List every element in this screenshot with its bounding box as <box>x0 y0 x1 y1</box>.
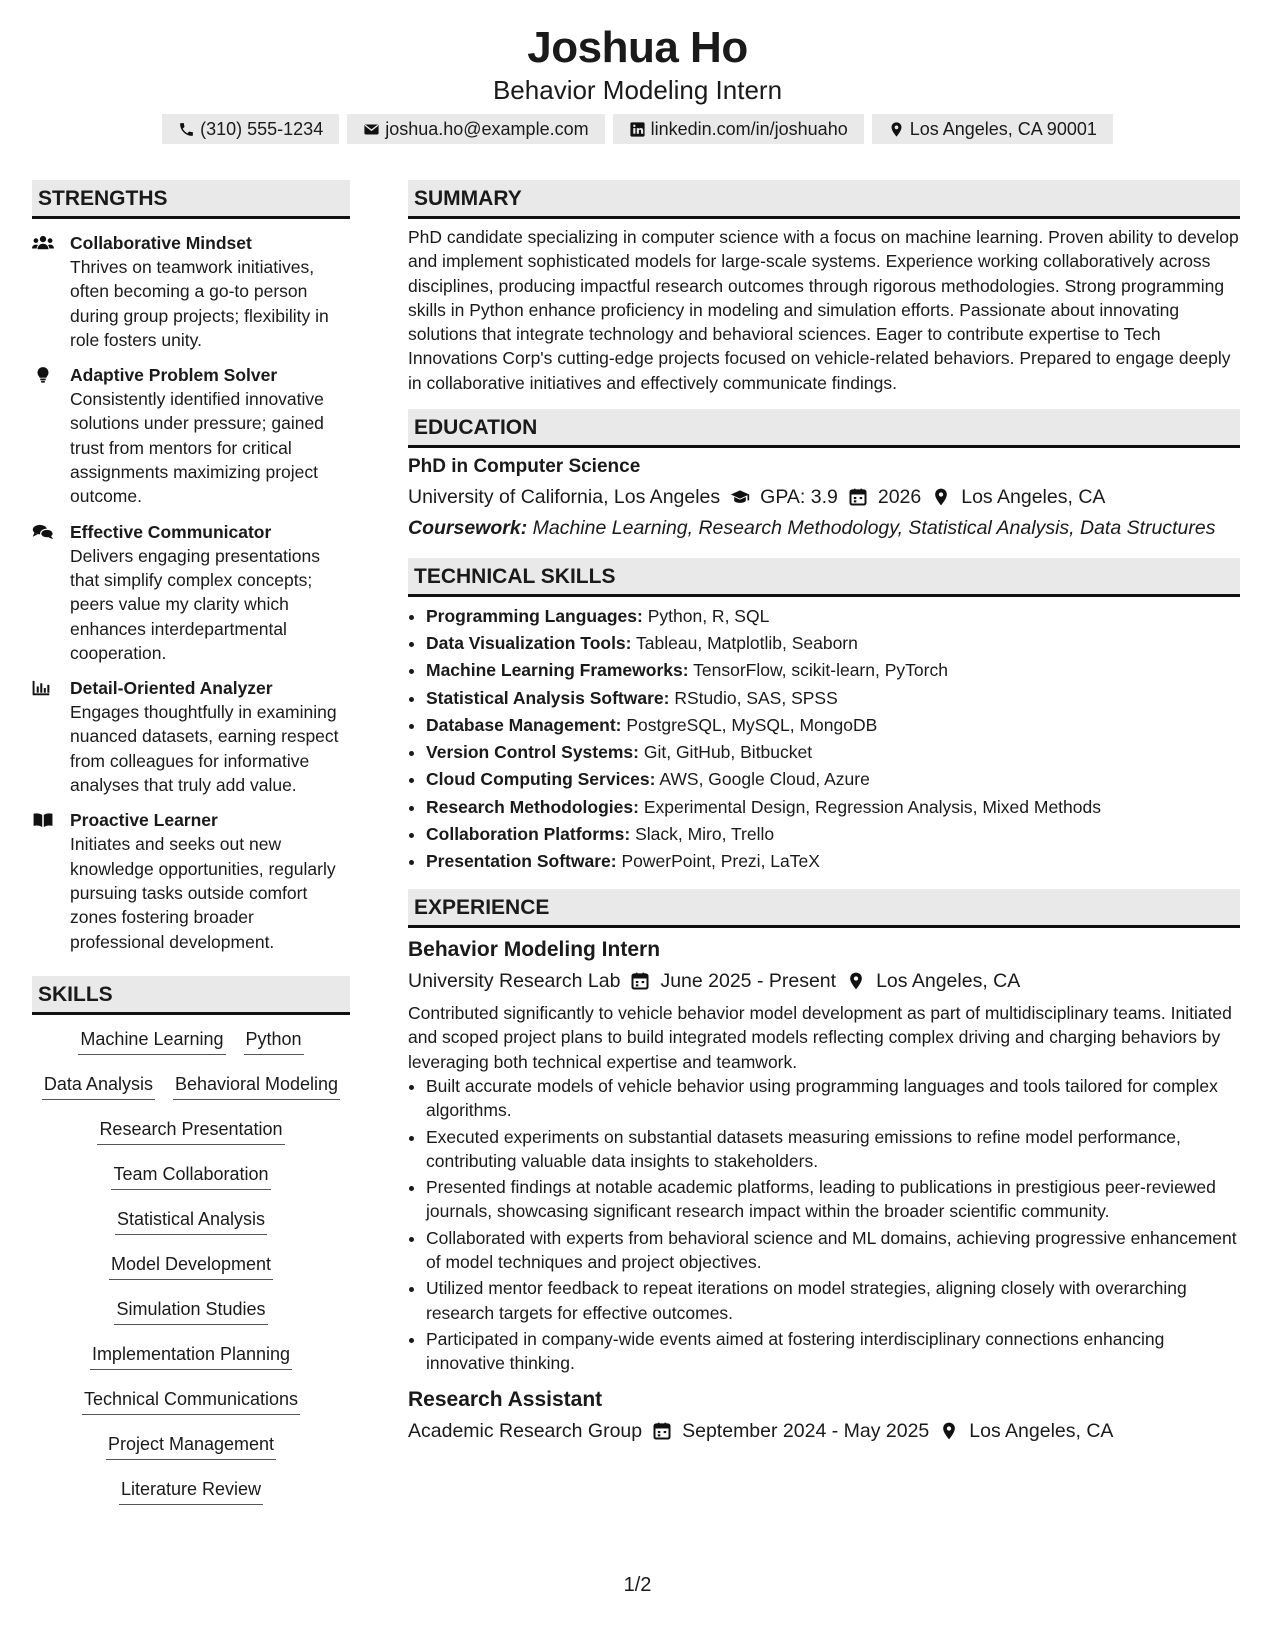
skill-tag: Team Collaboration <box>111 1160 270 1190</box>
skills-list <box>32 1015 350 1520</box>
coursework-list: Machine Learning, Research Methodology, Statistical Analysis, Data Structures <box>532 517 1216 540</box>
skill-tag: Machine Learning <box>78 1025 225 1055</box>
skills-row <box>32 1205 350 1250</box>
experience-heading: EXPERIENCE <box>408 889 1240 928</box>
tech-skill-item <box>426 794 1240 821</box>
skill-tag: Python <box>244 1025 304 1055</box>
lightbulb-icon <box>32 365 54 385</box>
education-heading: EDUCATION <box>408 409 1240 448</box>
users-icon <box>32 233 54 253</box>
tech-skill-value: PostgreSQL, MySQL, MongoDB <box>626 714 878 735</box>
tech-skill-label: Research Methodologies: <box>426 796 639 817</box>
tech-skill-label: Presentation Software: <box>426 850 617 871</box>
skill-tag: Simulation Studies <box>114 1295 267 1325</box>
skill-tag: Project Management <box>106 1430 276 1460</box>
book-open-icon <box>32 810 54 830</box>
job-dates: September 2024 - May 2025 <box>682 1419 930 1442</box>
tech-skill-value: Git, GitHub, Bitbucket <box>643 742 813 763</box>
tech-skill-value: Python, R, SQL <box>647 606 770 627</box>
job-description: Contributed significantly to vehicle behavior model development as part of multidisciplinary teams. Initiated and scoped project plans to build integrated models reflecting complex driving and charging behaviors by leveraging both technical expertise and teamwork. <box>408 1003 1232 1072</box>
coursework-label: Coursework: <box>408 517 528 540</box>
strength-title: Adaptive Problem Solver <box>70 365 278 386</box>
tech-skill-item <box>426 657 1240 684</box>
tech-skill-item <box>426 630 1240 657</box>
strength-title: Detail-Oriented Analyzer <box>70 678 273 699</box>
contact-phone[interactable] <box>162 114 339 144</box>
tech-skill-item <box>426 821 1240 848</box>
tech-skill-value: TensorFlow, scikit-learn, PyTorch <box>693 660 948 681</box>
job-title: Behavior Modeling Intern <box>408 938 661 962</box>
tech-skill-item <box>426 685 1240 712</box>
skill-tag: Technical Communications <box>82 1385 300 1415</box>
skill-tag: Statistical Analysis <box>115 1205 267 1235</box>
contact-linkedin-text: linkedin.com/in/joshuaho <box>650 119 848 139</box>
strength-item <box>32 363 350 508</box>
contact-email[interactable] <box>347 114 604 144</box>
strength-desc: Engages thoughtfully in examining nuanced datasets, earning respect from colleagues for informative analyses that truly add value. <box>70 702 339 796</box>
tech-skill-value: AWS, Google Cloud, Azure <box>659 769 870 790</box>
strengths-heading: STRENGTHS <box>32 180 350 219</box>
job-bullets <box>408 1074 1240 1376</box>
contact-email-text: joshua.ho@example.com <box>385 119 589 139</box>
job-location: Los Angeles, CA <box>969 1419 1114 1442</box>
strength-title: Effective Communicator <box>70 521 272 542</box>
job-org: University Research Lab <box>408 970 621 993</box>
skill-tag: Model Development <box>109 1250 273 1280</box>
tech-skill-item <box>426 739 1240 766</box>
chart-bar-icon <box>32 678 54 698</box>
strength-item <box>32 676 350 797</box>
graduation-year: 2026 <box>877 486 922 509</box>
job-bullet: • Utilized mentor feedback to repeat iterations on model strategies, aligning closely with overarching research targets for effective outcomes. <box>426 1276 1240 1325</box>
strength-item <box>32 808 350 953</box>
location-pin-icon <box>931 487 951 507</box>
job-meta <box>408 967 1240 995</box>
skills-row <box>32 1070 350 1115</box>
page-number: 1/2 <box>623 1574 652 1596</box>
linkedin-icon <box>629 121 646 138</box>
skills-row <box>32 1340 350 1385</box>
technical-skills-list <box>408 603 1240 875</box>
skills-row <box>32 1115 350 1160</box>
contact-location <box>872 114 1113 144</box>
strength-item <box>32 231 350 352</box>
tech-skill-value: RStudio, SAS, SPSS <box>674 687 838 708</box>
strength-desc: Consistently identified innovative solutions under pressure; gained trust from mentors for critical assignments maximizing project outcome. <box>70 389 324 507</box>
tech-skill-value: Tableau, Matplotlib, Seaborn <box>636 633 858 654</box>
strength-desc: Initiates and seeks out new knowledge opportunities, regularly pursuing tasks outside comfort zones fostering broader professional development. <box>70 834 336 952</box>
education-location: Los Angeles, CA <box>961 486 1106 509</box>
summary-heading: SUMMARY <box>408 180 1240 219</box>
skill-tag: Literature Review <box>119 1475 263 1505</box>
location-pin-icon <box>846 971 866 991</box>
job-bullet: • Executed experiments on substantial datasets measuring emissions to refine model performance, contributing valuable data insights to stakeholders. <box>426 1125 1240 1174</box>
phone-icon <box>178 121 195 138</box>
tech-skill-label: Programming Languages: <box>426 606 643 627</box>
job-location: Los Angeles, CA <box>876 970 1021 993</box>
location-pin-icon <box>939 1421 959 1441</box>
education-meta <box>408 483 1240 511</box>
skills-row <box>32 1250 350 1295</box>
calendar-icon <box>652 1421 672 1441</box>
skills-heading: SKILLS <box>32 976 350 1015</box>
job-dates: June 2025 - Present <box>660 970 837 993</box>
skill-tag: Behavioral Modeling <box>173 1070 340 1100</box>
tech-skill-label: Version Control Systems: <box>426 742 639 763</box>
strength-desc: Delivers engaging presentations that simplify complex concepts; peers value my clarity which enhances interdepartmental cooperation. <box>70 545 321 663</box>
skills-row <box>32 1430 350 1475</box>
tech-skill-item <box>426 712 1240 739</box>
comments-icon <box>32 522 54 542</box>
tech-skill-item <box>426 766 1240 793</box>
summary-text: PhD candidate specializing in computer science with a focus on machine learning. Proven ability to develop and implement sophisticated models for large-scale systems. Experience working collaboratively across disciplines, producing impactful research outcomes through rigorous methodologies. Strong programming skills in Python enhance proficiency in modeling and simulation efforts. Passionate about innovating solutions that integrate technology and behavioral sciences. Eager to contribute expertise to Tech Innovations Corp's cutting-edge projects focused on vehicle-related behaviors. Prepared to engage deeply in collaborative initiatives and effectively communicate findings. <box>408 227 1239 393</box>
tech-skill-value: Experimental Design, Regression Analysis, Mixed Methods <box>643 796 1101 817</box>
skills-row <box>32 1295 350 1340</box>
tech-skill-value: Slack, Miro, Trello <box>635 823 775 844</box>
strength-desc: Thrives on teamwork initiatives, often becoming a go-to person during group projects; flexibility in role fosters unity. <box>70 257 329 350</box>
tech-skill-label: Statistical Analysis Software: <box>426 687 670 708</box>
job-org: Academic Research Group <box>408 1419 643 1442</box>
contact-phone-text: (310) 555-1234 <box>200 119 324 139</box>
candidate-role: Behavior Modeling Intern <box>492 75 783 105</box>
envelope-icon <box>363 121 380 138</box>
job-meta <box>408 1417 1240 1445</box>
tech-skill-label: Cloud Computing Services: <box>426 769 656 790</box>
degree-title: PhD in Computer Science <box>408 456 641 478</box>
job-title: Research Assistant <box>408 1387 603 1411</box>
tech-skill-label: Data Visualization Tools: <box>426 633 632 654</box>
job-bullet: • Participated in company-wide events aimed at fostering interdisciplinary connections enhancing innovative thinking. <box>426 1327 1240 1376</box>
contact-bar <box>0 114 1275 144</box>
candidate-name: Joshua Ho <box>527 23 748 72</box>
skill-tag: Implementation Planning <box>90 1340 292 1370</box>
strength-title: Collaborative Mindset <box>70 233 252 253</box>
tech-skill-item <box>426 848 1240 875</box>
job-entry <box>408 1386 1240 1445</box>
skills-row <box>32 1385 350 1430</box>
calendar-icon <box>848 487 868 507</box>
skills-row <box>32 1475 350 1520</box>
strength-title: Proactive Learner <box>70 810 218 831</box>
tech-skill-value: PowerPoint, Prezi, LaTeX <box>621 850 820 871</box>
skill-tag: Research Presentation <box>97 1115 284 1145</box>
coursework <box>408 514 1240 542</box>
job-bullet: • Built accurate models of vehicle behavior using programming languages and tools tailored for complex algorithms. <box>426 1074 1240 1123</box>
school-name: University of California, Los Angeles <box>408 486 721 509</box>
gpa: GPA: 3.9 <box>760 486 838 509</box>
contact-linkedin[interactable] <box>613 114 864 144</box>
tech-skill-label: Database Management: <box>426 714 622 735</box>
skills-row <box>32 1025 350 1070</box>
contact-location-text: Los Angeles, CA 90001 <box>909 119 1097 139</box>
graduation-cap-icon <box>730 487 750 507</box>
skill-tag: Data Analysis <box>42 1070 155 1100</box>
job-bullet: • Presented findings at notable academic platforms, leading to publications in prestigious peer-reviewed journals, showcasing significant research impact within the broader scientific community. <box>426 1175 1240 1224</box>
tech-skill-label: Collaboration Platforms: <box>426 823 631 844</box>
right-column <box>408 180 1240 1445</box>
job-entry <box>408 936 1240 1375</box>
calendar-icon <box>630 971 650 991</box>
strengths-list <box>32 231 350 954</box>
location-pin-icon <box>888 121 905 138</box>
strength-item <box>32 520 350 665</box>
skills-row <box>32 1160 350 1205</box>
technical-skills-heading: TECHNICAL SKILLS <box>408 558 1240 597</box>
tech-skill-item <box>426 603 1240 630</box>
left-column <box>32 180 350 1520</box>
job-bullet: • Collaborated with experts from behavioral science and ML domains, achieving progressive enhancement of model techniques and project objectives. <box>426 1226 1240 1275</box>
tech-skill-label: Machine Learning Frameworks: <box>426 660 689 681</box>
